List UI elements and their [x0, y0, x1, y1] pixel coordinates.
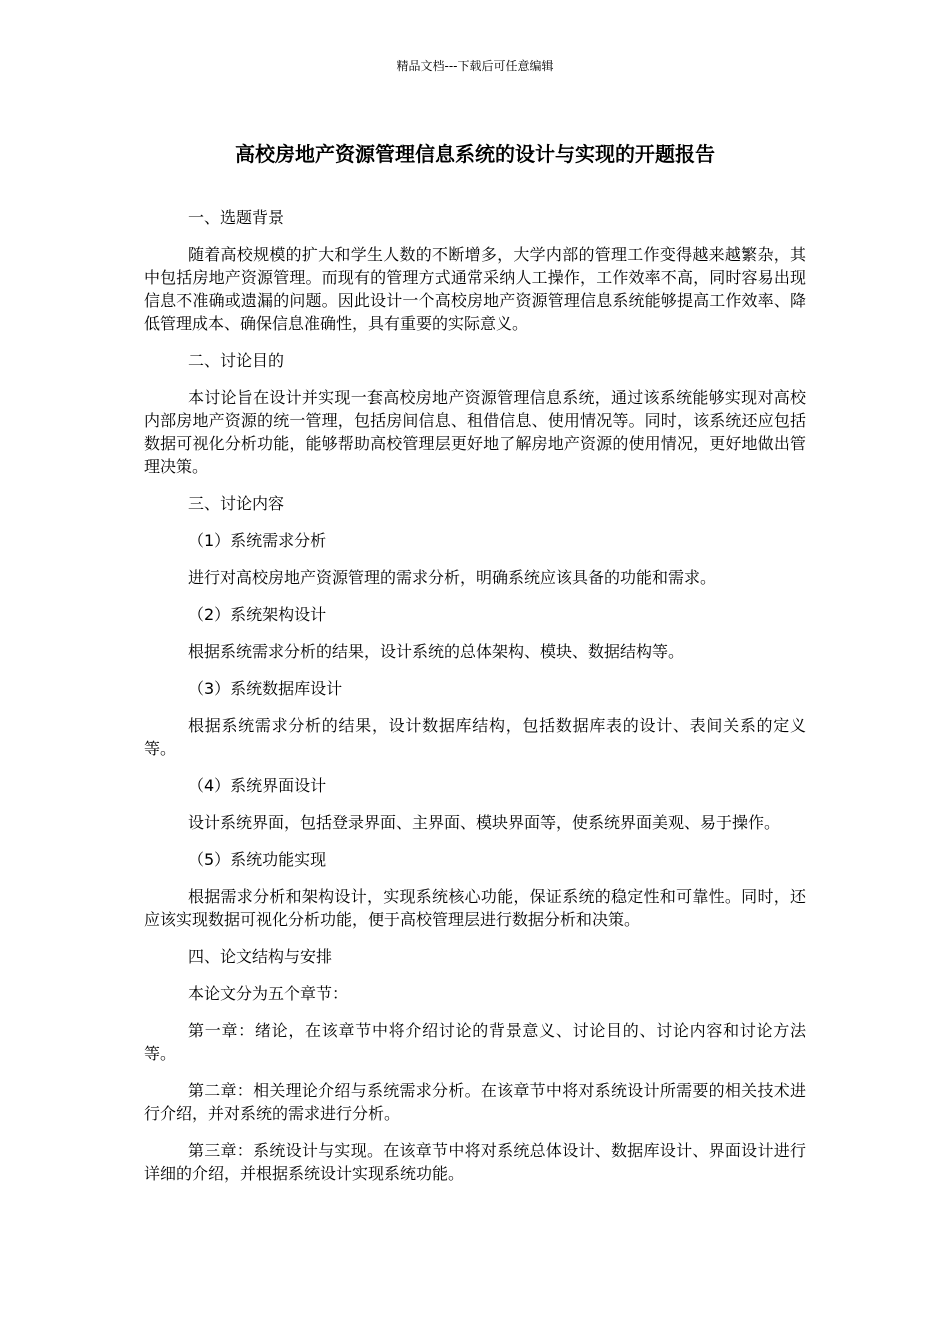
paragraph-requirements: 进行对高校房地产资源管理的需求分析，明确系统应该具备的功能和需求。 [188, 568, 717, 587]
paragraph-chapter-3: 第三章：系统设计与实现。在该章节中将对系统总体设计、数据库设计、界面设计进行详细的介绍，并根据系统设计实现系统功能。 [144, 1141, 806, 1183]
paragraph-chapter-1: 第一章：绪论，在该章节中将介绍讨论的背景意义、讨论目的、讨论内容和讨论方法等。 [144, 1021, 806, 1063]
section-heading-structure: 四、论文结构与安排 [188, 947, 333, 966]
section-heading-background: 一、选题背景 [188, 208, 285, 227]
section-heading-content: 三、讨论内容 [188, 494, 285, 513]
subheading-interface: （4）系统界面设计 [188, 776, 327, 795]
subheading-requirements: （1）系统需求分析 [188, 531, 327, 550]
section-heading-purpose: 二、讨论目的 [188, 351, 285, 370]
subheading-implementation: （5）系统功能实现 [188, 850, 327, 869]
paragraph-chapter-2: 第二章：相关理论介绍与系统需求分析。在该章节中将对系统设计所需要的相关技术进行介绍，并对系统的需求进行分析。 [144, 1081, 806, 1123]
paragraph-implementation: 根据需求分析和架构设计，实现系统核心功能，保证系统的稳定性和可靠性。同时，还应该实现数据可视化分析功能，便于高校管理层进行数据分析和决策。 [144, 887, 806, 929]
paragraph-background: 随着高校规模的扩大和学生人数的不断增多，大学内部的管理工作变得越来越繁杂，其中包括房地产资源管理。而现有的管理方式通常采纳人工操作，工作效率不高，同时容易出现信息不准确或遗漏的问题。因此设计一个高校房地产资源管理信息系统能够提高工作效率、降低管理成本、确保信息准确性，具有重要的实际意义。 [144, 245, 806, 333]
page-header: 精品文档---下载后可任意编辑 [396, 59, 554, 73]
paragraph-interface: 设计系统界面，包括登录界面、主界面、模块界面等，使系统界面美观、易于操作。 [188, 813, 781, 832]
subheading-architecture: （2）系统架构设计 [188, 605, 327, 624]
paragraph-purpose: 本讨论旨在设计并实现一套高校房地产资源管理信息系统，通过该系统能够实现对高校内部房地产资源的统一管理，包括房间信息、租借信息、使用情况等。同时，该系统还应包括数据可视化分析功能，能够帮助高校管理层更好地了解房地产资源的使用情况，更好地做出管理决策。 [144, 388, 806, 476]
subheading-database: （3）系统数据库设计 [188, 679, 343, 698]
paragraph-database: 根据系统需求分析的结果，设计数据库结构，包括数据库表的设计、表间关系的定义等。 [144, 716, 806, 758]
paragraph-structure-intro: 本论文分为五个章节： [188, 984, 349, 1003]
document-body [144, 206, 806, 1199]
document-title: 高校房地产资源管理信息系统的设计与实现的开题报告 [235, 142, 715, 166]
paragraph-architecture: 根据系统需求分析的结果，设计系统的总体架构、模块、数据结构等。 [188, 642, 685, 661]
